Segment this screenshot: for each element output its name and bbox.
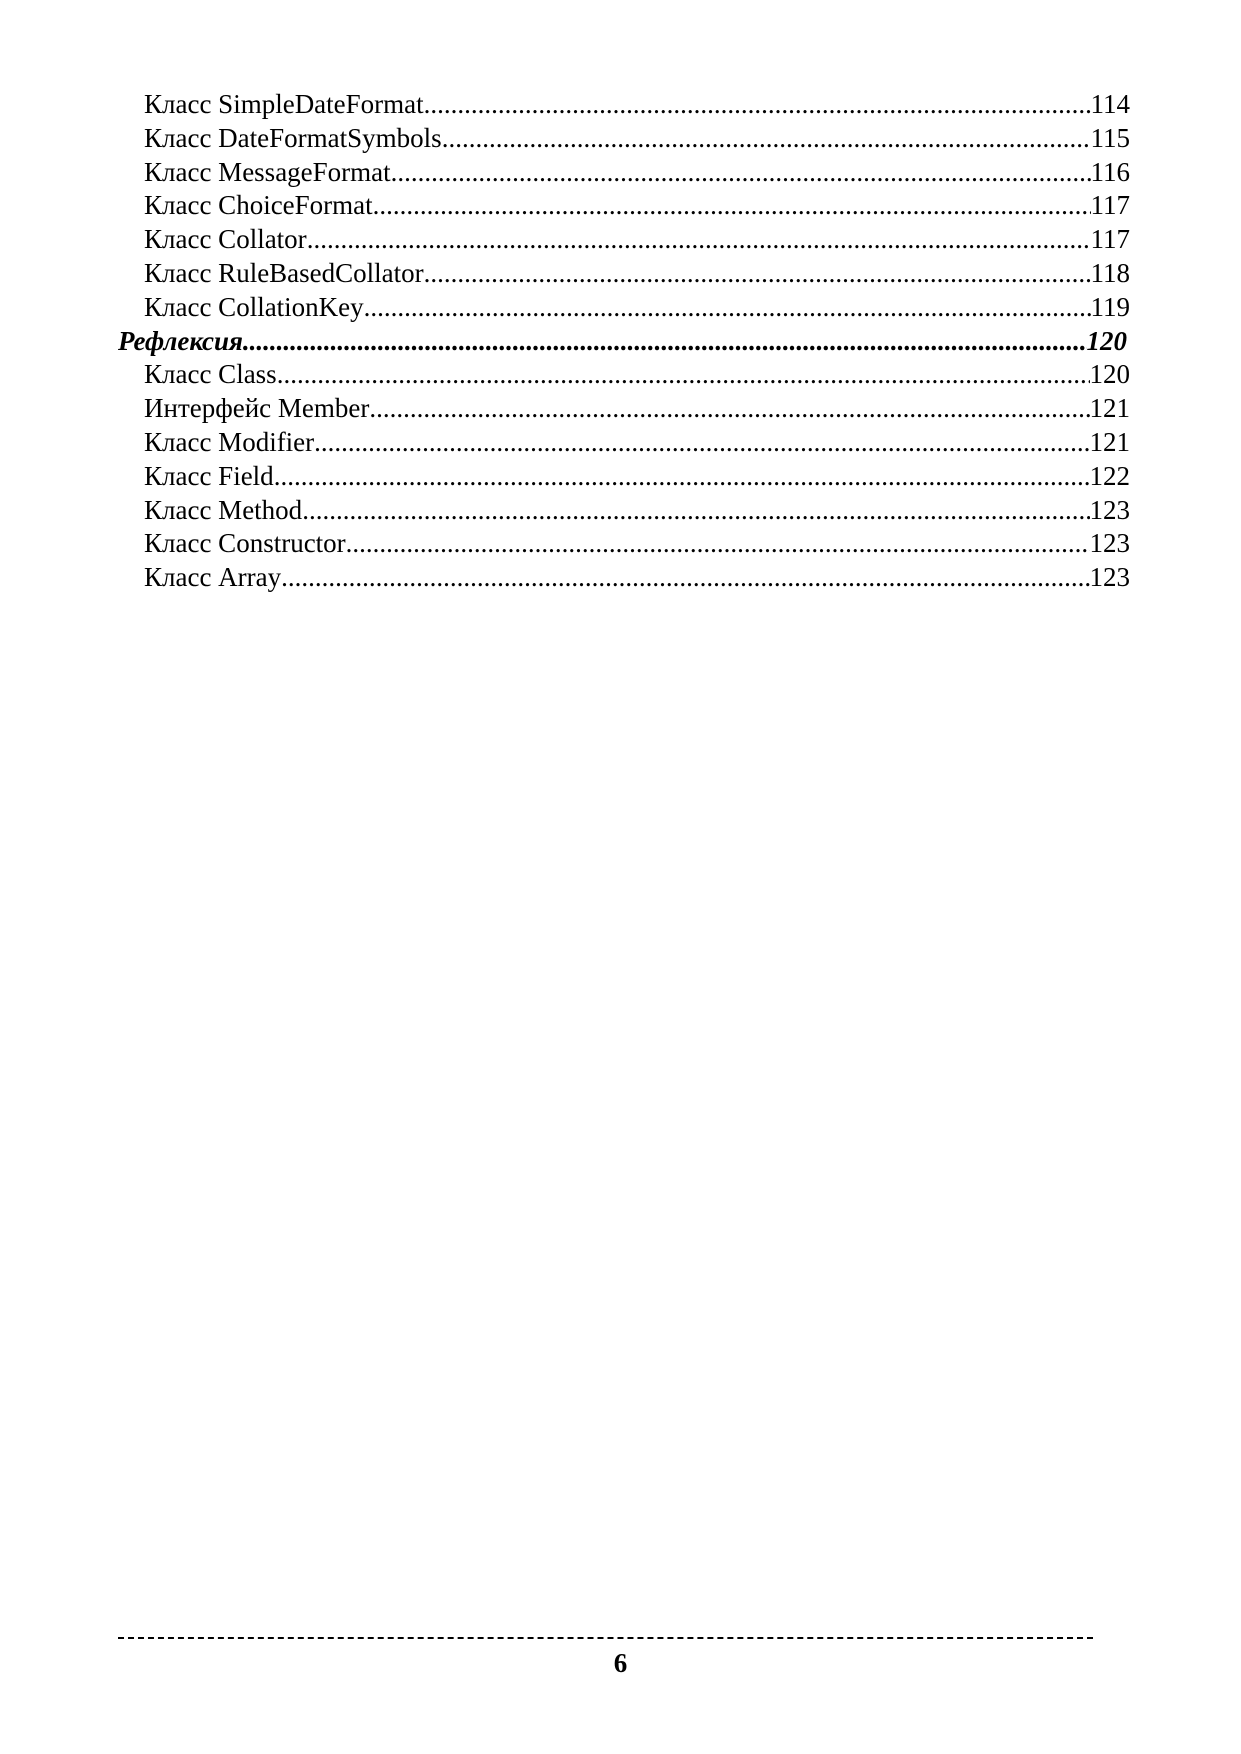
toc-entry-title: Класс Method [144,494,303,525]
footer-divider [118,1637,1093,1639]
toc-entry-title: Класс Field [144,460,274,491]
toc-dot-leader [369,392,1089,426]
toc-entry-page: 114 [1090,89,1130,119]
toc-dot-leader [274,460,1090,494]
toc-entry-page: 123 [1089,494,1130,525]
toc-entry-title: Класс MessageFormat [144,156,391,187]
toc-entry-title: Класс Modifier [144,426,315,457]
toc-dot-leader [314,426,1089,460]
toc-entry-title: Класс RuleBasedCollator [144,257,424,288]
toc-section-title: Рефлексия [118,325,243,356]
table-of-contents [118,88,1130,595]
toc-entry-page: 117 [1090,224,1130,255]
toc-entry-page: 116 [1090,156,1130,187]
toc-entry-title: Интерфейс Member [144,393,370,424]
toc-dot-leader [364,291,1091,325]
toc-entry[interactable] [118,527,1130,561]
toc-section-page: 120 [1086,325,1127,356]
toc-entry-title: Класс Collator [144,224,307,255]
toc-entry-page: 117 [1090,190,1130,221]
toc-entry[interactable] [118,561,1130,595]
toc-dot-leader [346,527,1090,561]
toc-entry-title: Класс Constructor [144,528,346,559]
toc-entry-page: 123 [1089,562,1130,593]
toc-entry-page: 123 [1089,528,1130,559]
toc-entry[interactable] [118,291,1130,325]
toc-dot-leader [281,561,1089,595]
toc-dot-leader [307,223,1091,257]
toc-entry-title: Класс DateFormatSymbols [144,122,442,153]
toc-entry-page: 119 [1090,291,1130,322]
toc-entry[interactable] [118,426,1130,460]
toc-dot-leader [424,257,1091,291]
toc-entry-title: Класс SimpleDateFormat [144,89,424,119]
toc-dot-leader [424,88,1091,122]
toc-entry[interactable] [118,88,1130,122]
toc-entry[interactable] [118,460,1130,494]
toc-entry-title: Класс Array [144,562,282,593]
toc-dot-leader [302,494,1089,528]
toc-entry-page: 118 [1090,257,1130,288]
toc-entry-page: 115 [1090,122,1130,153]
toc-entry[interactable] [118,494,1130,528]
toc-entry-page: 122 [1089,460,1130,491]
toc-entry[interactable] [118,223,1130,257]
toc-dot-leader [442,122,1091,156]
page-number: 6 [613,1648,628,1678]
toc-entry[interactable] [118,122,1130,156]
toc-entry[interactable] [118,156,1130,190]
toc-entry-page: 121 [1089,393,1130,424]
toc-entry-page: 121 [1089,426,1130,457]
toc-dot-leader [243,325,1087,359]
toc-entry[interactable] [118,358,1130,392]
toc-dot-leader [373,189,1091,223]
toc-dot-leader [277,358,1090,392]
toc-entry[interactable] [118,189,1130,223]
toc-entry-title: Класс Class [144,359,277,390]
toc-entry[interactable] [118,257,1130,291]
toc-entry-page: 120 [1089,359,1130,390]
toc-entry-title: Класс CollationKey [144,291,364,322]
toc-entry-title: Класс ChoiceFormat [144,190,373,221]
toc-entry[interactable] [118,392,1130,426]
toc-section-entry[interactable] [118,325,1130,359]
toc-dot-leader [391,156,1091,190]
